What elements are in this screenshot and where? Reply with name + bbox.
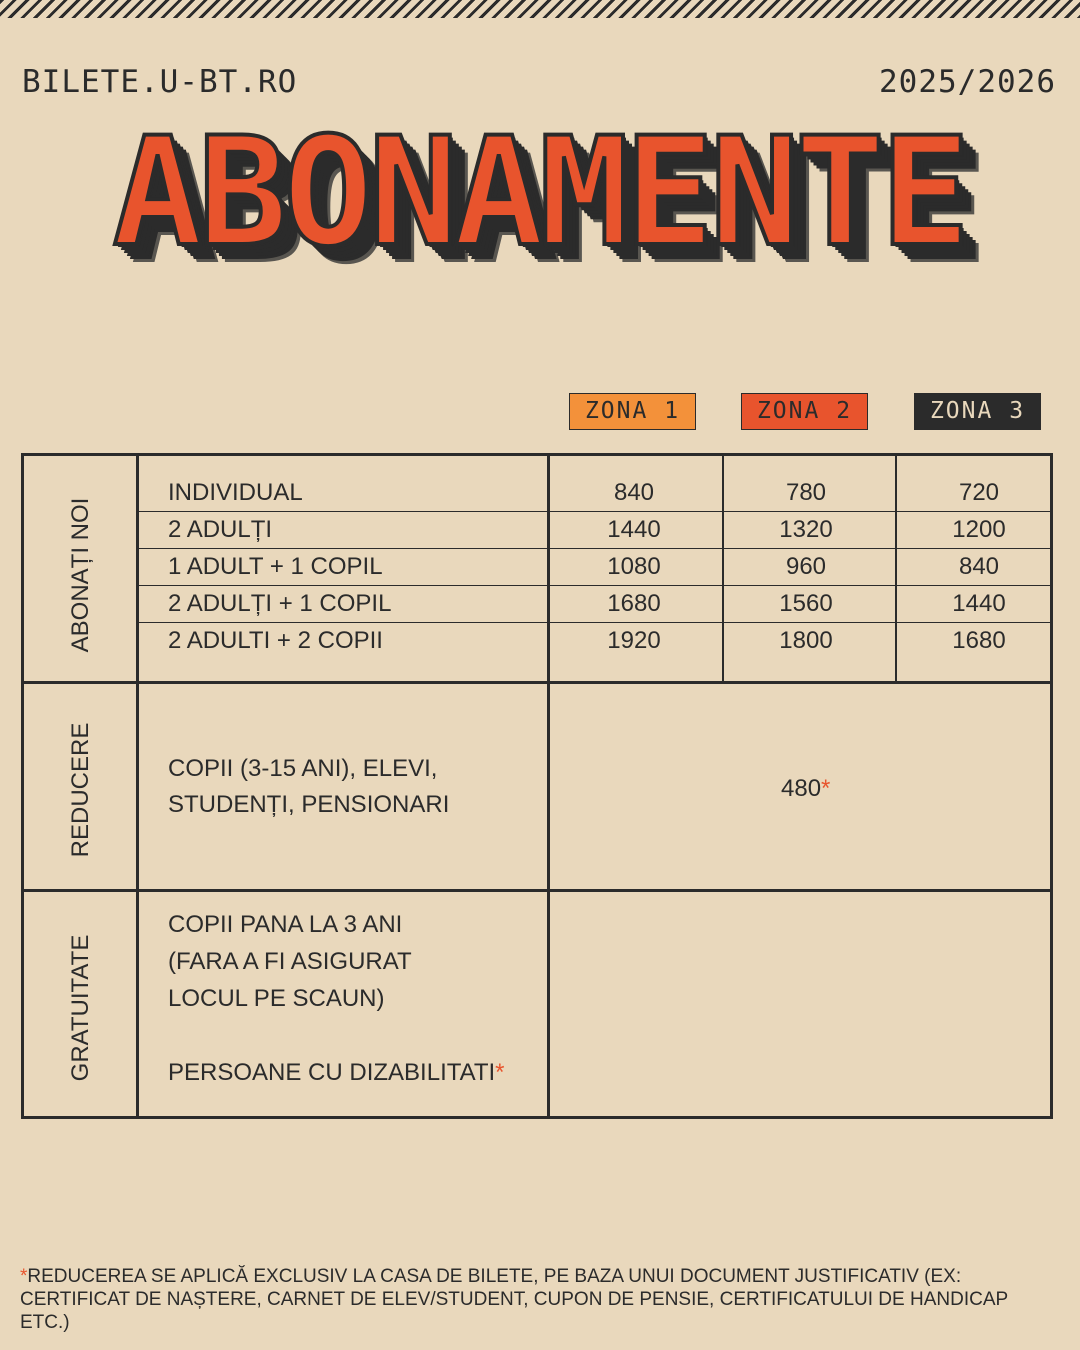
price-zone-3: 720 bbox=[958, 479, 1000, 506]
price-zone-2: 1320 bbox=[779, 516, 833, 543]
price-zone-2: 1800 bbox=[779, 627, 833, 654]
reducere-price bbox=[781, 775, 830, 803]
divider-section-1 bbox=[21, 681, 1053, 684]
gratuitate-line-2: (FARA A FI ASIGURAT bbox=[168, 948, 412, 975]
price-zone-1: 1680 bbox=[607, 590, 661, 617]
row-separator bbox=[138, 622, 1051, 623]
section-label-abonati-noi: ABONAȚI NOI bbox=[67, 497, 94, 653]
section-label-gratuitate: GRATUITATE bbox=[67, 934, 94, 1082]
footnote bbox=[20, 1265, 1060, 1334]
footnote-text: REDUCEREA SE APLICĂ EXCLUSIV LA CASA DE BILETE, PE BAZA UNUI DOCUMENT JUSTIFICATIV (EX: CERTIFICAT DE NAȘTERE, CARNET DE ELEV/STUDENT, CUPON DE PENSIE, CERTIFICATULUI DE HANDICAP ETC.) bbox=[20, 1266, 1008, 1333]
table-border-bottom bbox=[21, 1116, 1053, 1119]
price-zone-3: 1200 bbox=[952, 516, 1006, 543]
price-zone-3: 840 bbox=[958, 553, 1000, 580]
price-zone-1: 1080 bbox=[607, 553, 661, 580]
divider-name-column bbox=[547, 453, 550, 1119]
gratuitate-line-4-text: PERSOANE CU DIZABILITATI bbox=[168, 1059, 496, 1086]
asterisk-mark: * bbox=[495, 1059, 505, 1086]
zone-1-badge: ZONA 1 bbox=[569, 393, 696, 430]
row-name: 2 ADULȚI bbox=[168, 516, 273, 543]
table-border-top bbox=[21, 453, 1053, 456]
row-name: 2 ADULTI + 2 COPII bbox=[168, 627, 383, 654]
row-name: 2 ADULȚI + 1 COPIL bbox=[168, 590, 392, 617]
reducere-line-1: COPII (3-15 ANI), ELEVI, bbox=[168, 755, 438, 782]
gratuitate-line-3: LOCUL PE SCAUN) bbox=[168, 985, 385, 1012]
price-zone-2: 960 bbox=[785, 553, 827, 580]
row-name: 1 ADULT + 1 COPIL bbox=[168, 553, 383, 580]
site-url: BILETE.U-BT.RO bbox=[22, 64, 298, 100]
reducere-line-2: STUDENȚI, PENSIONARI bbox=[168, 791, 450, 818]
divider-zone-1-2 bbox=[722, 453, 724, 683]
price-zone-2: 1560 bbox=[779, 590, 833, 617]
season-label: 2025/2026 bbox=[879, 64, 1056, 100]
table-border-left bbox=[21, 453, 24, 1119]
price-zone-1: 1920 bbox=[607, 627, 661, 654]
zone-2-badge: ZONA 2 bbox=[741, 393, 868, 430]
footnote-asterisk: * bbox=[20, 1266, 28, 1287]
section-label-reducere: REDUCERE bbox=[67, 722, 94, 858]
table-border-right bbox=[1050, 453, 1053, 1119]
row-name: INDIVIDUAL bbox=[168, 479, 303, 506]
divider-zone-2-3 bbox=[895, 453, 897, 683]
asterisk-mark: * bbox=[821, 775, 831, 802]
row-separator bbox=[138, 585, 1051, 586]
price-zone-3: 1680 bbox=[952, 627, 1006, 654]
price-zone-1: 1440 bbox=[607, 516, 661, 543]
row-separator bbox=[138, 511, 1051, 512]
divider-section-2 bbox=[21, 889, 1053, 892]
zone-3-badge: ZONA 3 bbox=[914, 393, 1041, 430]
reducere-price-value: 480 bbox=[781, 775, 822, 802]
gratuitate-line-4 bbox=[168, 1059, 505, 1087]
divider-label-column bbox=[136, 453, 139, 1119]
row-separator bbox=[138, 548, 1051, 549]
price-zone-3: 1440 bbox=[952, 590, 1006, 617]
page-title: ABONAMENTE bbox=[112, 106, 966, 280]
gratuitate-line-1: COPII PANA LA 3 ANI bbox=[168, 911, 403, 938]
price-zone-2: 780 bbox=[785, 479, 827, 506]
price-zone-1: 840 bbox=[613, 479, 655, 506]
